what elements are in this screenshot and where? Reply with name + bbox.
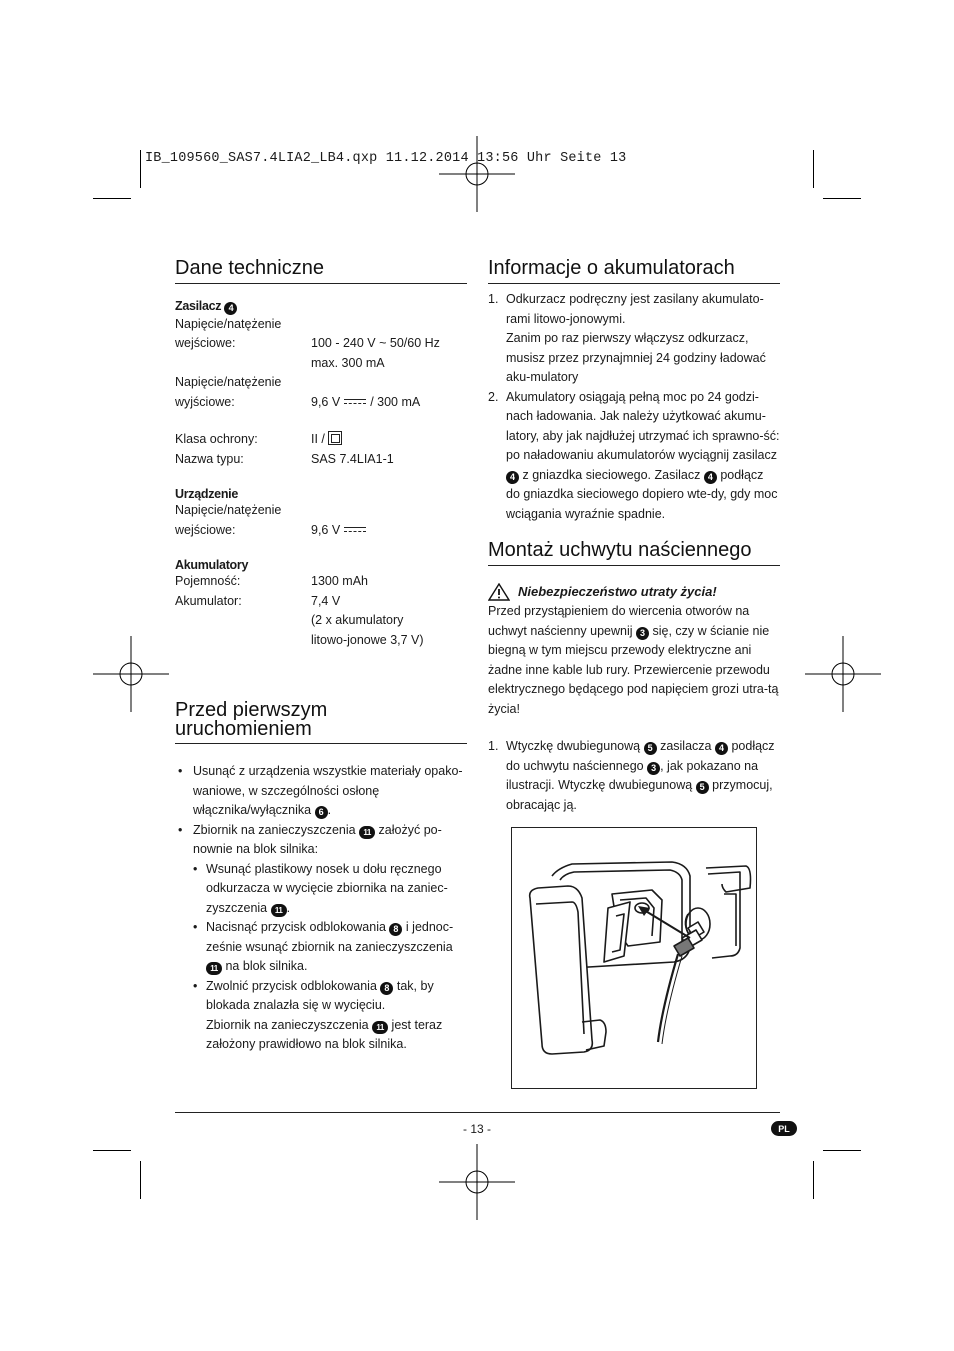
- spec-label: wyjściowe:: [175, 394, 235, 409]
- language-badge: PL: [771, 1121, 797, 1136]
- ref-number-badge: 4: [704, 471, 717, 484]
- list-number: 1.: [488, 739, 499, 753]
- warning-text: Przed przystąpieniem do wiercenia otworów na uchwyt naścienny upewnij 3 się, czy w ścianie nie biegną w tym miejscu przewody elektryczne ani żadne inne kable lub rury. Przewiercenie przewodu elektrycznego będącego pod napięciem grozi utra-tą życia!: [488, 604, 779, 716]
- spec-row: [175, 315, 467, 335]
- list-item: • Zbiornik na zanieczyszczenia 11 założyć po-nownie na blok silnika: • Wsunąć plastikowy nosek u dołu ręcznego odkurzacza w wycięcie zbiornika na zaniec-zyszczenia 11 . • Nacisnąć przycisk odblokowania 8 i jednoc-ześnie wsunąć zbiornik na zanieczyszczenia 11 na blok silnika. • Zwolnić przycisk odblokowania 8 tak, by blokada znalazła się w wycięciu. Zbiornik na zanieczyszczenia 11 jest teraz założony prawidłowo na blok silnika.: [175, 821, 467, 1055]
- ref-number-badge: 8: [380, 982, 393, 995]
- first-use-sublist: [193, 860, 467, 1055]
- footer-rule: [175, 1112, 780, 1113]
- page-number: - 13 -: [462, 1122, 491, 1136]
- list-item: [488, 737, 780, 815]
- battery-info-section: [488, 258, 780, 524]
- spec-value-part: 9,6 V: [311, 394, 341, 409]
- first-use-title-line: uruchomieniem: [175, 718, 312, 740]
- list-item: • Zwolnić przycisk odblokowania 8 tak, by blokada znalazła się w wycięciu. Zbiornik na zanieczyszczenia 11 jest teraz założony prawidłowo na blok silnika.: [193, 977, 467, 1055]
- list-number: 2.: [488, 389, 499, 404]
- ref-number-badge: 5: [696, 781, 709, 794]
- mount-steps-list: [488, 737, 780, 815]
- ref-number-badge: 4: [506, 471, 519, 484]
- spec-value: [311, 592, 467, 651]
- ref-number-badge: 4: [224, 302, 237, 315]
- spec-label: wejściowe:: [175, 336, 236, 350]
- spec-value-part: / 300 mA: [370, 394, 421, 409]
- list-number: 1.: [488, 292, 499, 306]
- ref-number-badge: 11: [372, 1021, 388, 1034]
- wall-mount-title: Montaż uchwytu naściennego: [488, 540, 780, 566]
- ref-number-badge: 11: [271, 904, 287, 917]
- first-use-list: [175, 762, 467, 1055]
- ref-number-badge: 3: [647, 762, 660, 775]
- spec-value: [311, 521, 467, 541]
- spec-value: [311, 334, 467, 373]
- crop-mark: [813, 150, 814, 188]
- battery-info-list: [488, 290, 780, 524]
- spec-row: [175, 521, 467, 541]
- crop-mark: [93, 198, 131, 199]
- ref-number-badge: 4: [715, 742, 728, 755]
- ref-number-badge: 11: [206, 962, 222, 975]
- crop-mark: [140, 150, 141, 188]
- spec-label: Napięcie/natężenie: [175, 316, 282, 331]
- spec-row: [175, 501, 467, 521]
- protection-class-ii-icon: [328, 431, 342, 445]
- spec-value: SAS 7.4LIA1-1: [311, 451, 394, 466]
- registration-mark-icon: [439, 1144, 515, 1220]
- list-item: [488, 388, 780, 525]
- crop-mark: [813, 1161, 814, 1199]
- crop-mark: [823, 1150, 861, 1151]
- device-heading: Urządzenie: [175, 487, 238, 501]
- registration-mark-icon: [439, 136, 515, 212]
- spec-value-line: litowo-jonowe 3,7 V): [311, 632, 424, 647]
- spec-row: [175, 334, 467, 373]
- spec-value: [311, 430, 467, 450]
- ref-number-badge: 8: [389, 923, 402, 936]
- list-item-body: Odkurzacz podręczny jest zasilany akumulato-rami litowo-jonowymi. Zanim po raz pierwszy włączysz odkurzacz, musisz przez przynajmniej 24 godziny ładować aku-mulatory: [506, 292, 766, 384]
- spec-row: [175, 393, 467, 413]
- first-use-section: [175, 701, 467, 1055]
- battery-info-title: Informacje o akumulatorach: [488, 258, 780, 284]
- spec-value-line: 100 - 240 V ~ 50/60 Hz: [311, 336, 440, 350]
- spec-label: Klasa ochrony:: [175, 432, 258, 446]
- batteries-heading: Akumulatory: [175, 558, 249, 572]
- warning-heading: [488, 582, 780, 602]
- spec-label: Napięcie/natężenie: [175, 375, 282, 389]
- tech-data-title: Dane techniczne: [175, 258, 467, 284]
- spec-row: [175, 373, 467, 393]
- dc-symbol-icon: [344, 526, 366, 534]
- spec-label: Napięcie/natężenie: [175, 503, 282, 517]
- spec-label: Pojemność:: [175, 574, 241, 588]
- spec-value-line: max. 300 mA: [311, 355, 385, 370]
- spec-value-part: 9,6 V: [311, 522, 341, 537]
- list-item-body: Akumulatory osiągają pełną moc po 24 godzi-nach ładowania. Jak należy użytkować akumu-latory, aby jak najdłużej utrzymać ich sprawno-ść: po naładowaniu akumulatorów wyciągnij zasilacz 4 z gniazdka sieciowego. Zasilacz 4 podłącz do gniazdka sieciowego dopiero wte-dy, gdy moc wciągania wyraźnie spadnie.: [506, 389, 780, 521]
- crop-mark: [93, 1150, 131, 1151]
- print-slug: IB_109560_SAS7.4LIA2_LB4.qxp 11.12.2014 13:56 Uhr Seite 13: [145, 151, 627, 166]
- ref-number-badge: 11: [359, 826, 375, 839]
- wall-mount-plug-image: [512, 828, 756, 1088]
- registration-mark-icon: [93, 636, 169, 712]
- psu-heading-text: Zasilacz: [175, 299, 222, 313]
- list-item: • Usunąć z urządzenia wszystkie materiały opako-waniowe, w szczególności osłonę włącznika/wyłącznika 6 .: [175, 762, 467, 821]
- ref-number-badge: 3: [636, 627, 649, 640]
- spec-value: [311, 393, 467, 413]
- warning-title: Niebezpieczeństwo utraty życia!: [518, 584, 717, 599]
- ref-number-badge: 5: [644, 742, 657, 755]
- crop-mark: [823, 198, 861, 199]
- spec-value-line: 7,4 V: [311, 593, 341, 608]
- spec-label: Akumulator:: [175, 593, 242, 608]
- tech-data-section: [175, 258, 467, 650]
- spec-value-part: II /: [311, 432, 325, 446]
- spec-row: [175, 430, 467, 450]
- registration-mark-icon: [805, 636, 881, 712]
- first-use-title-line: Przed pierwszym: [175, 699, 328, 721]
- ref-number-badge: 6: [315, 806, 328, 819]
- spec-row: [175, 572, 467, 592]
- spec-label: wejściowe:: [175, 522, 236, 537]
- psu-heading: [175, 299, 467, 315]
- spec-value: 1300 mAh: [311, 574, 368, 588]
- list-item: • Wsunąć plastikowy nosek u dołu ręcznego odkurzacza w wycięcie zbiornika na zaniec-zyszczenia 11 .: [193, 860, 467, 919]
- spec-row: [175, 592, 467, 651]
- spec-label: Nazwa typu:: [175, 451, 244, 466]
- warning-triangle-icon: [488, 583, 510, 601]
- list-item: • Nacisnąć przycisk odblokowania 8 i jednoc-ześnie wsunąć zbiornik na zanieczyszczenia 11 na blok silnika.: [193, 918, 467, 977]
- spec-row: [175, 450, 467, 470]
- first-use-title: [175, 701, 467, 744]
- dc-symbol-icon: [344, 398, 366, 406]
- wall-mount-illustration: [511, 827, 757, 1089]
- spec-value-line: (2 x akumulatory: [311, 613, 404, 627]
- list-item-body: Wtyczkę dwubiegunową 5 zasilacza 4 podłącz do uchwytu naściennego 3 , jak pokazano na ilustracji. Wtyczkę dwubiegunową 5 przymocuj, obracając ją.: [506, 739, 775, 812]
- crop-mark: [140, 1161, 141, 1199]
- wall-mount-section: [488, 540, 780, 815]
- list-item: [488, 290, 780, 388]
